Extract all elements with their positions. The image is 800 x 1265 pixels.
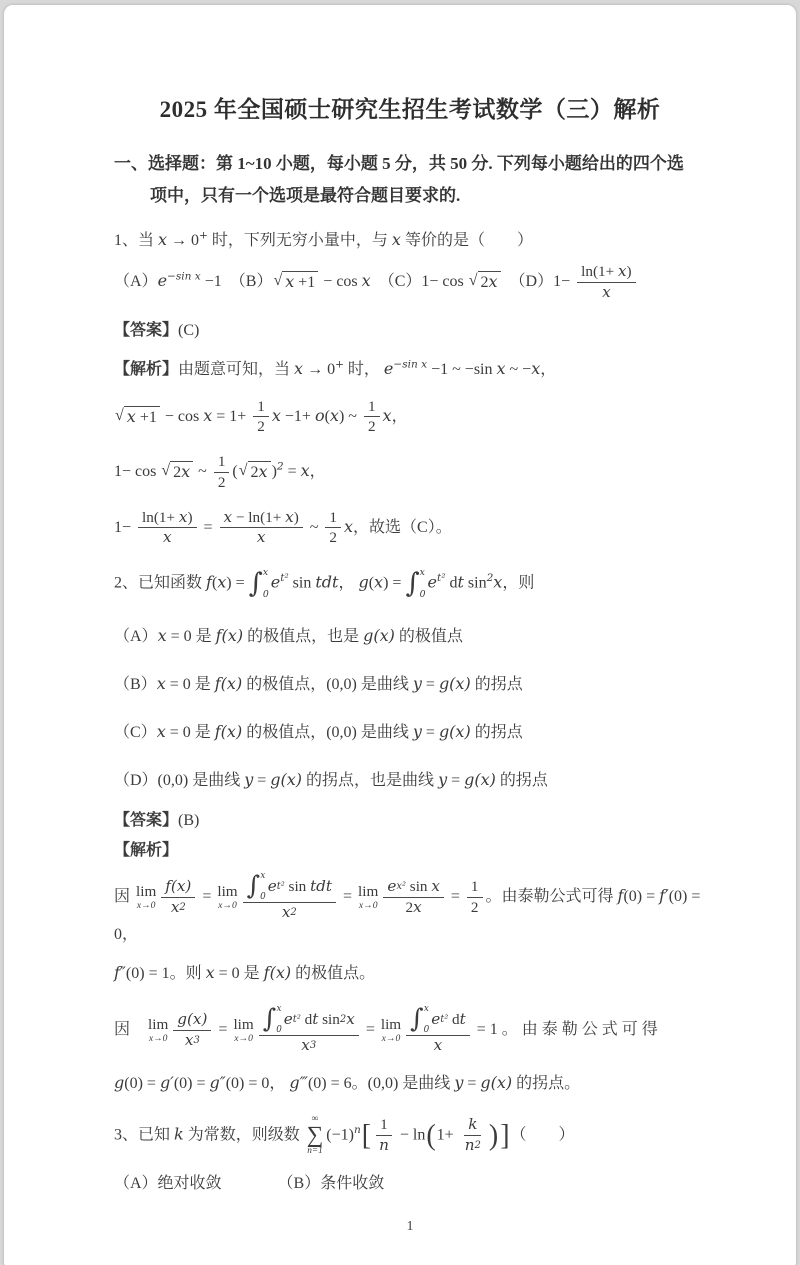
question-2-stem: 2、已知函数 f(x) = ∫ x 0 $e^{t^2}$ sin tdt， g(x) = ∫ x 0 $e^{t^2}$ dt $\sin^2x$，则 (114, 567, 535, 601)
section-heading-line1: 一、选择题：第 1~10 小题，每小题 5 分，共 50 分. 下列每小题给出的四个选 (114, 154, 684, 173)
question-1-answer: 【答案】(C) (114, 322, 200, 340)
question-2-analysis-line2: f″(0) = 1。则 x = 0 是 f(x) 的极值点。 (114, 962, 376, 982)
question-1-analysis-line4: 1− ln(1+ x ) x = x − ln(1+ x ) x ~ $\frac{1}{2}$ x，故选（C）。 (114, 507, 452, 547)
question-2-analysis-label: 【解析】 (114, 841, 179, 859)
question-2-answer: 【答案】(B) (114, 812, 200, 830)
section-heading-line2: 项中，只有一个选项是最符合题目要求的. (150, 186, 461, 206)
question-3-stem: 3、已知 k 为常数，则级数 ∞ ∑ n=1 $(-1)^n$[ $\frac{1}{n}$ − ln(1+ k n 2 )]（ ） (114, 1113, 575, 1157)
question-2-analysis-line1: 因 lim x→0 f(x) x 2 = lim x→0 ∫ x 0 e t² sin tdt x 2 = lim x→0 e x² sin x 2 x = $\frac{1}{2}$ 。由泰勒公式可得 f(0) = f′(0) = 0， (114, 870, 705, 943)
question-3-options: （A）绝对收敛 （B）条件收敛 (114, 1174, 385, 1192)
question-2-option-a: （A）x = 0 是 f(x) 的极值点，也是 g(x) 的极值点 (114, 625, 463, 645)
question-2-option-d: （D）(0,0) 是曲线 y = g(x) 的拐点，也是曲线 y = g(x) 的拐点 (114, 770, 548, 790)
question-2-option-c: （C）x = 0 是 f(x) 的极值点，(0,0) 是曲线 y = g(x) 的拐点 (114, 722, 523, 742)
page-title: 2025 年全国硕士研究生招生考试数学（三）解析 (159, 97, 661, 122)
question-1-analysis-line2: √ x +1 − cos x = 1+ $\frac{1}{2}$ x −1+ o(x) ~ $\frac{1}{2}$ x， (115, 397, 408, 436)
question-1-stem: 1、当 x → 0+ 时，下列无穷小量中，与 x 等价的是（ ） (114, 229, 533, 249)
question-1-analysis-line3: 1− cos √ 2x ~ $\frac{1}{2}$ ( √ 2x )$^2$ = x， (114, 453, 326, 491)
question-2-analysis-line3: 因 lim x→0 g(x) x 3 = lim x→0 ∫ x 0 e t² d t sin 2 x x 3 = lim x→0 ∫ x 0 e t² d t x = 1 。 由 泰 勒 公 式 可 得 (114, 1003, 658, 1054)
question-2-analysis-line4: g(0) = g′(0) = g″(0) = 0， g‴(0) = 6。(0,0) 是曲线 y = g(x) 的拐点。 (114, 1072, 581, 1092)
question-1-analysis-line1: 【解析】由题意可知，当 x → 0+ 时， $e^{-sin x} -1$ ~ −sin x ~ −x， (114, 359, 557, 379)
question-1-options: $(A)e^{-sin x} -1$ （B） √ x +1 − cos x （C）1− cos √ 2x （D）1− ln(1+ x ) x (114, 262, 706, 303)
section-heading (114, 148, 706, 213)
document-page (4, 5, 796, 1265)
question-2-option-b: （B）x = 0 是 f(x) 的极值点，(0,0) 是曲线 y = g(x) 的拐点 (114, 673, 523, 693)
page-number: 1 (406, 1218, 414, 1234)
